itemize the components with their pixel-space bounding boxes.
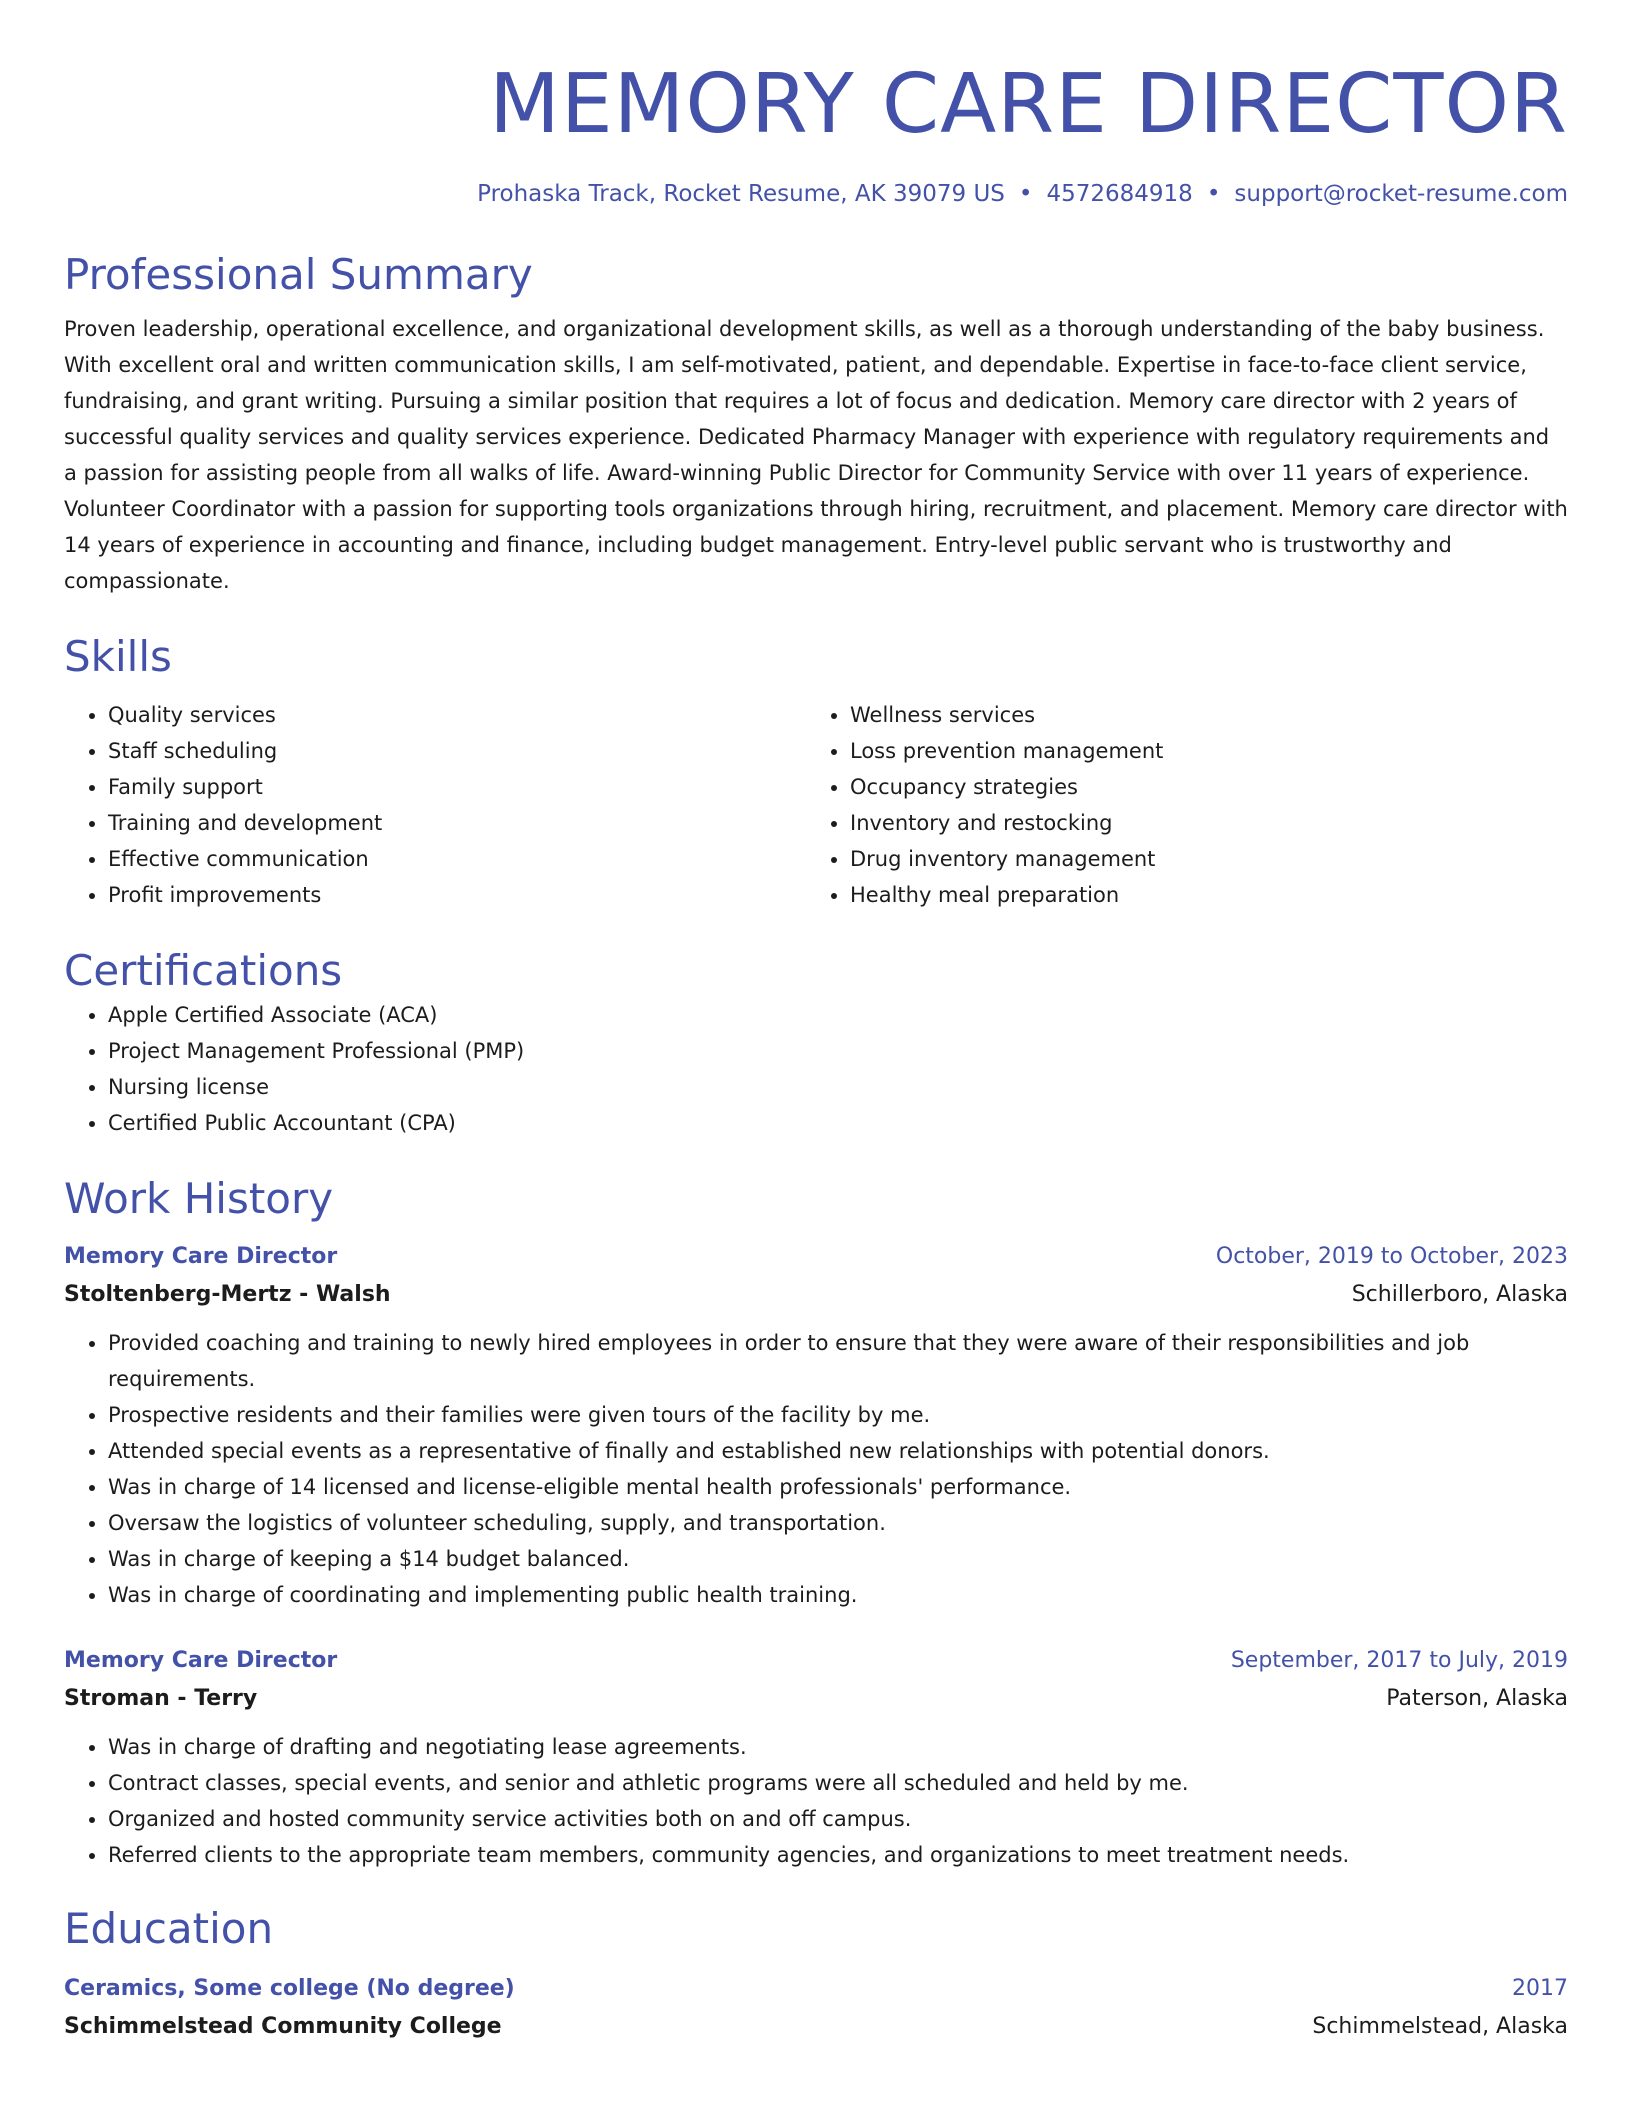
- job-dates: September, 2017 to July, 2019: [1230, 1648, 1568, 1673]
- job-duty: • Provided coaching and training to newly hired employees in order to ensure that they were aware of their responsibilities and job requirements.: [108, 1325, 1568, 1397]
- skill-item: • Drug inventory management: [850, 841, 1548, 877]
- certification-item: • Nursing license: [108, 1069, 1568, 1105]
- skill-item: • Occupancy strategies: [850, 769, 1548, 805]
- job-location: Schillerboro, Alaska: [1351, 1282, 1568, 1307]
- job-employer-row: [64, 1679, 1568, 1719]
- certification-item: • Certified Public Accountant (CPA): [108, 1105, 1568, 1141]
- job-employer: Stroman - Terry: [64, 1686, 258, 1711]
- skills-column-left: [64, 697, 806, 913]
- job-duty: • Was in charge of coordinating and implementing public health training.: [108, 1577, 1568, 1613]
- job-entry: [64, 1239, 1568, 1613]
- contact-email: support@rocket-resume.com: [1234, 181, 1568, 207]
- certifications-heading: Certifications: [64, 946, 343, 995]
- contact-separator: •: [1018, 181, 1033, 207]
- job-title-row: [64, 1239, 1568, 1275]
- education-year: 2017: [1512, 1976, 1568, 2001]
- resume-header: [64, 0, 1568, 209]
- job-duty: • Was in charge of drafting and negotiating lease agreements.: [108, 1729, 1568, 1765]
- skill-item: • Loss prevention management: [850, 733, 1548, 769]
- job-duties-list: [64, 1729, 1568, 1873]
- skills-columns: [64, 697, 1568, 913]
- job-dates: October, 2019 to October, 2023: [1215, 1244, 1568, 1269]
- job-duty: • Prospective residents and their families were given tours of the facility by me.: [108, 1397, 1568, 1433]
- contact-separator: •: [1206, 181, 1221, 207]
- skill-item: • Wellness services: [850, 697, 1548, 733]
- skill-item: • Inventory and restocking: [850, 805, 1548, 841]
- summary-heading: Professional Summary: [64, 250, 533, 299]
- work-history-heading: Work History: [64, 1174, 334, 1223]
- skill-item: • Profit improvements: [108, 877, 806, 913]
- job-duties-list: [64, 1325, 1568, 1613]
- education-degree-row: [64, 1971, 1568, 2007]
- education-heading: Education: [64, 1904, 274, 1953]
- job-duty: • Oversaw the logistics of volunteer scheduling, supply, and transportation.: [108, 1505, 1568, 1541]
- certifications-list: [64, 997, 1568, 1141]
- job-duty: • Organized and hosted community service activities both on and off campus.: [108, 1801, 1568, 1837]
- education-location: Schimmelstead, Alaska: [1312, 2014, 1568, 2039]
- skills-heading: Skills: [64, 632, 172, 681]
- skill-item: • Training and development: [108, 805, 806, 841]
- job-title: Memory Care Director: [64, 1648, 338, 1673]
- education-school: Schimmelstead Community College: [64, 2014, 502, 2039]
- education-degree: Ceramics, Some college (No degree): [64, 1976, 515, 2001]
- contact-line: [64, 179, 1568, 209]
- certification-item: • Project Management Professional (PMP): [108, 1033, 1568, 1069]
- summary-text: Proven leadership, operational excellence, and organizational development skills, as well as a thorough understanding of the baby business. With excellent oral and written communication skills, I am self-motivated, patient, and dependable. Expertise in face-to-face client service, fundraising, and grant writing. Pursuing a similar position that requires a lot of focus and dedication. Memory care director with 2 years of successful quality services and quality services experience. Dedicated Pharmacy Manager with experience with regulatory requirements and a passion for assisting people from all walks of life. Award-winning Public Director for Community Service with over 11 years of experience. Volunteer Coordinator with a passion for supporting tools organizations through hiring, recruitment, and placement. Memory care director with 14 years of experience in accounting and finance, including budget management. Entry-level public servant who is trustworthy and compassionate.: [64, 317, 1568, 593]
- job-duty: • Attended special events as a representative of finally and established new relationships with potential donors.: [108, 1433, 1568, 1469]
- contact-address: Prohaska Track, Rocket Resume, AK 39079 US: [477, 181, 1005, 207]
- contact-phone: 4572684918: [1046, 181, 1193, 207]
- certification-item: • Apple Certified Associate (ACA): [108, 997, 1568, 1033]
- skill-item: • Effective communication: [108, 841, 806, 877]
- job-employer: Stoltenberg-Mertz - Walsh: [64, 1282, 391, 1307]
- job-title-row: [64, 1643, 1568, 1679]
- job-employer-row: [64, 1275, 1568, 1315]
- job-title: Memory Care Director: [64, 1244, 338, 1269]
- education-school-row: [64, 2007, 1568, 2047]
- skill-item: • Family support: [108, 769, 806, 805]
- job-entry: [64, 1643, 1568, 1873]
- skills-list-left: [64, 697, 806, 913]
- job-location: Paterson, Alaska: [1386, 1686, 1568, 1711]
- job-duty: • Referred clients to the appropriate team members, community agencies, and organizations to meet treatment needs.: [108, 1837, 1568, 1873]
- job-duty: • Was in charge of 14 licensed and license-eligible mental health professionals' performance.: [108, 1469, 1568, 1505]
- candidate-name: MEMORY CARE DIRECTOR: [489, 57, 1568, 152]
- skill-item: • Quality services: [108, 697, 806, 733]
- skills-list-right: [806, 697, 1548, 913]
- skill-item: • Staff scheduling: [108, 733, 806, 769]
- skill-item: • Healthy meal preparation: [850, 877, 1548, 913]
- job-duty: • Contract classes, special events, and senior and athletic programs were all scheduled and held by me.: [108, 1765, 1568, 1801]
- education-entry: [64, 1971, 1568, 2047]
- job-duty: • Was in charge of keeping a $14 budget balanced.: [108, 1541, 1568, 1577]
- skills-column-right: [806, 697, 1548, 913]
